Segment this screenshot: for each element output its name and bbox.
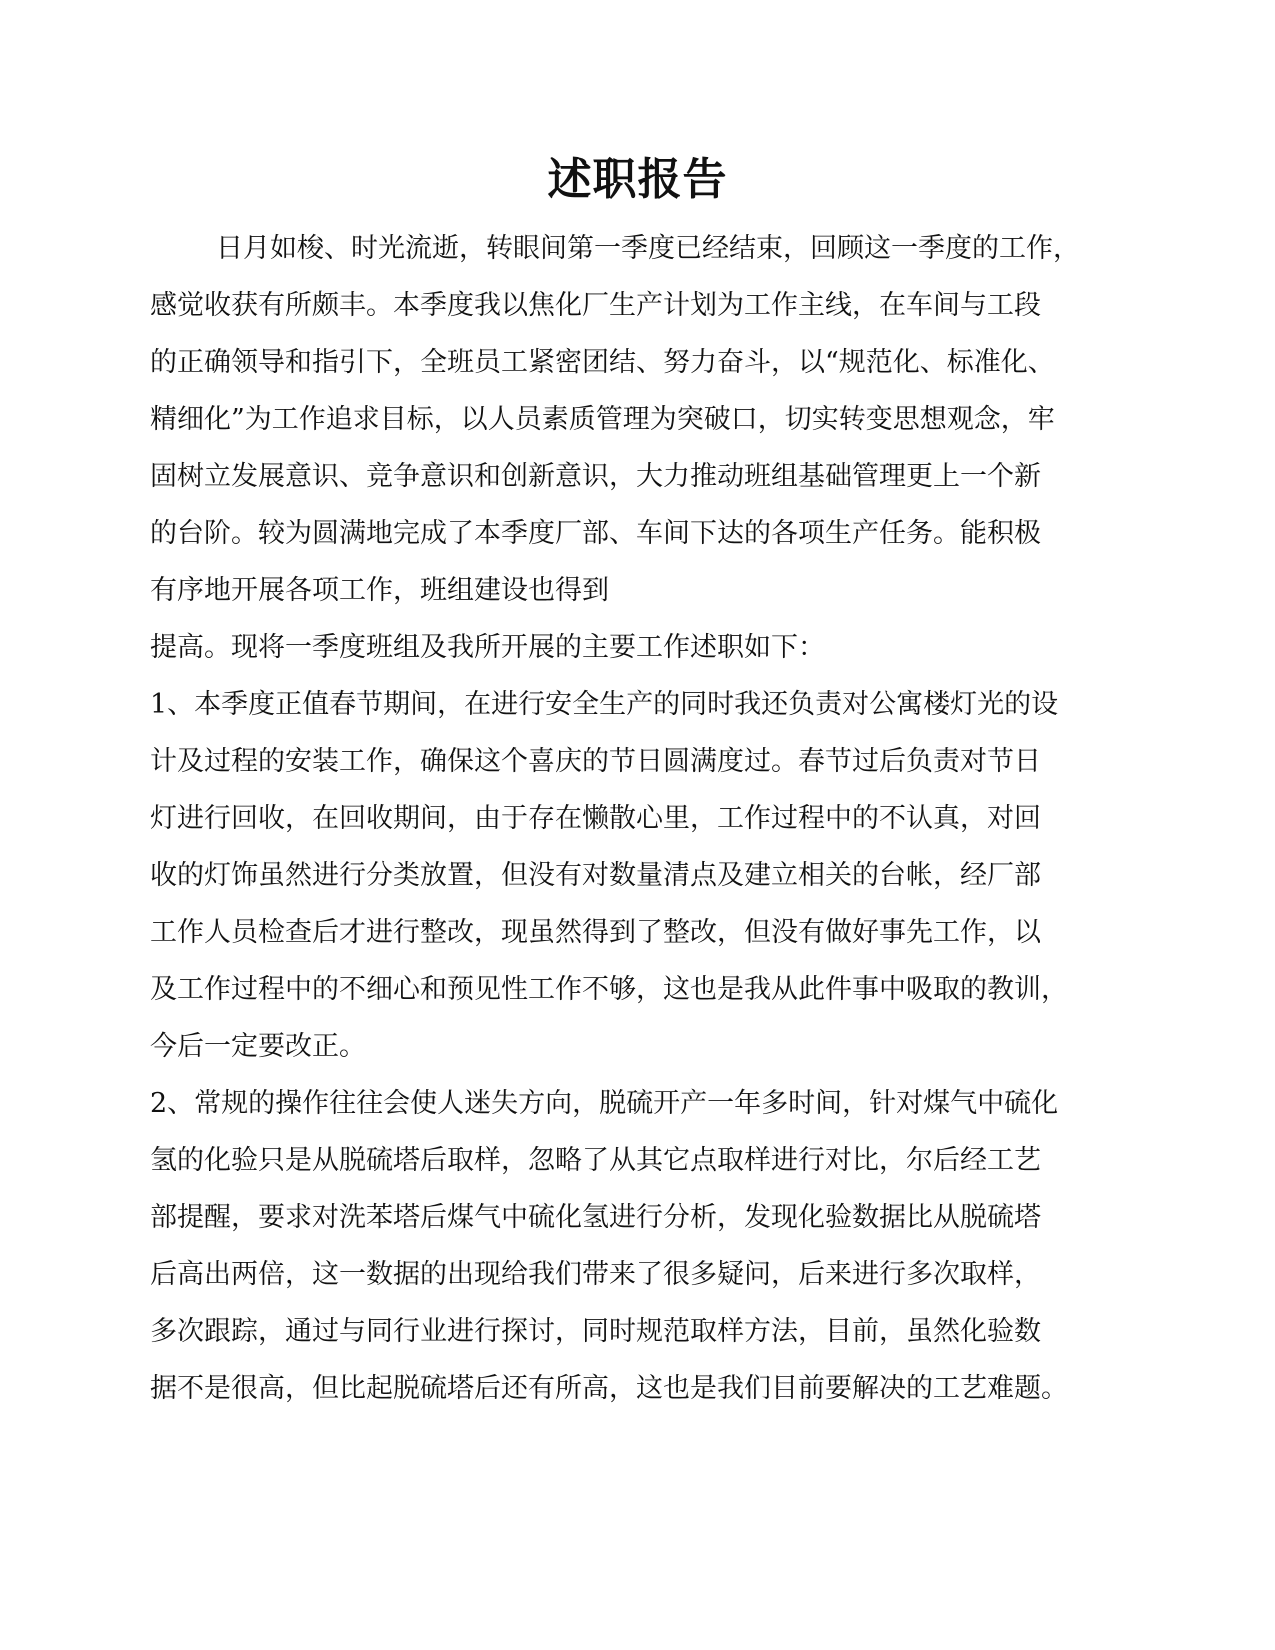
body-line: 计及过程的安装工作，确保这个喜庆的节日圆满度过。春节过后负责对节日 — [150, 746, 1041, 777]
body-line: 今后一定要改正。 — [150, 1031, 366, 1062]
body-line: 的台阶。较为圆满地完成了本季度厂部、车间下达的各项生产任务。能积极 — [150, 518, 1041, 549]
body-line: 灯进行回收，在回收期间，由于存在懒散心里，工作过程中的不认真，对回 — [150, 803, 1041, 834]
body-line: 有序地开展各项工作，班组建设也得到 — [150, 575, 609, 606]
body-line: 1、本季度正值春节期间，在进行安全生产的同时我还负责对公寓楼灯光的设 — [150, 689, 1059, 720]
body-line: 的正确领导和指引下，全班员工紧密团结、努力奋斗，以“规范化、标准化、 — [150, 347, 1055, 378]
document-body — [150, 220, 1135, 1417]
body-line: 收的灯饰虽然进行分类放置，但没有对数量清点及建立相关的台帐，经厂部 — [150, 860, 1041, 891]
body-line: 2、常规的操作往往会使人迷失方向，脱硫开产一年多时间，针对煤气中硫化 — [150, 1088, 1059, 1119]
body-line: 日月如梭、时光流逝，转眼间第一季度已经结束，回顾这一季度的工作， — [216, 233, 1080, 264]
body-line: 氢的化验只是从脱硫塔后取样，忽略了从其它点取样进行对比，尔后经工艺 — [150, 1145, 1041, 1176]
body-line: 提高。现将一季度班组及我所开展的主要工作述职如下： — [150, 632, 825, 663]
body-line: 据不是很高，但比起脱硫塔后还有所高，这也是我们目前要解决的工艺难题。 — [150, 1373, 1068, 1404]
body-line: 多次跟踪，通过与同行业进行探讨，同时规范取样方法，目前，虽然化验数 — [150, 1316, 1041, 1347]
body-line: 固树立发展意识、竞争意识和创新意识，大力推动班组基础管理更上一个新 — [150, 461, 1041, 492]
body-line: 感觉收获有所颇丰。本季度我以焦化厂生产计划为工作主线，在车间与工段 — [150, 290, 1041, 321]
body-line: 精细化”为工作追求目标，以人员素质管理为突破口，切实转变思想观念，牢 — [150, 404, 1055, 435]
document-title: 述职报告 — [547, 154, 728, 205]
body-line: 后高出两倍，这一数据的出现给我们带来了很多疑问，后来进行多次取样， — [150, 1259, 1041, 1290]
body-line: 部提醒，要求对洗苯塔后煤气中硫化氢进行分析，发现化验数据比从脱硫塔 — [150, 1202, 1041, 1233]
body-line: 及工作过程中的不细心和预见性工作不够，这也是我从此件事中吸取的教训， — [150, 974, 1068, 1005]
body-line: 工作人员检查后才进行整改，现虽然得到了整改，但没有做好事先工作，以 — [150, 917, 1041, 948]
